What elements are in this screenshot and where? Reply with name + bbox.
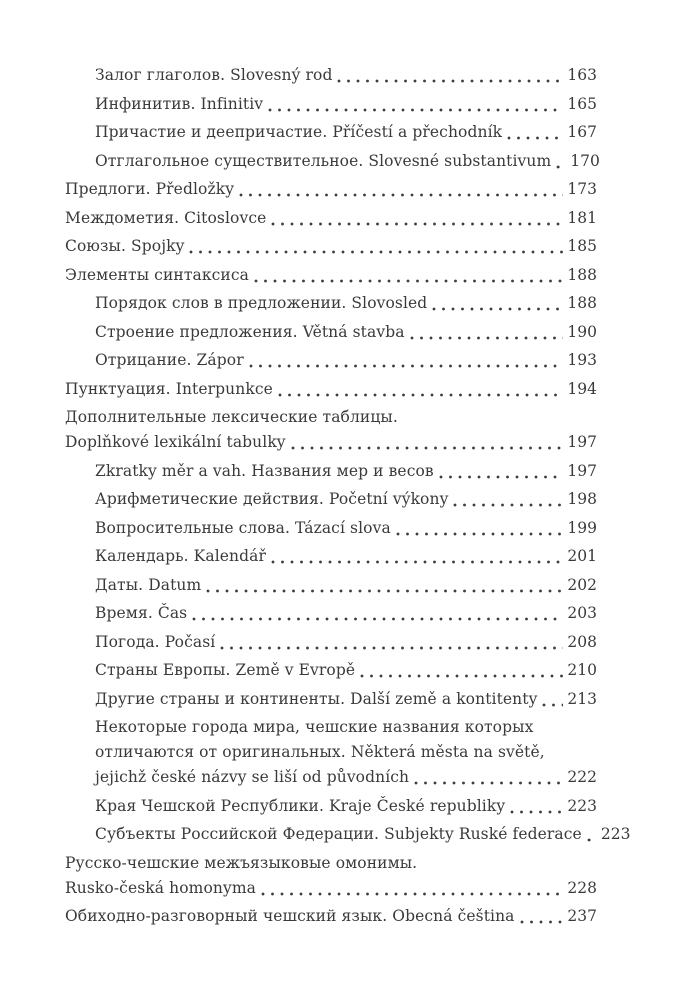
toc-entry-line — [95, 487, 597, 512]
page-number: 237 — [567, 907, 597, 925]
dot-leader — [453, 487, 563, 512]
toc-entry — [65, 377, 597, 402]
toc-entry-line — [65, 405, 597, 430]
toc-entry — [65, 206, 597, 231]
toc-entry — [65, 149, 600, 174]
page-number: 197 — [567, 433, 597, 451]
toc-entry-line — [65, 904, 597, 929]
toc-entry — [65, 459, 597, 484]
page-number: 203 — [567, 604, 597, 622]
toc-entry — [65, 658, 597, 683]
dot-leader — [278, 377, 564, 402]
page-number: 181 — [567, 208, 597, 227]
toc-entry — [65, 715, 597, 790]
dot-leader — [542, 687, 563, 712]
toc-entry-line — [95, 120, 597, 145]
toc-entry-text: Страны Европы. Země v Evropě — [95, 661, 356, 679]
dot-leader — [439, 459, 564, 484]
page-number: 173 — [567, 180, 597, 198]
page-number: 202 — [567, 575, 597, 594]
toc-entry-text: Субъекты Российской Федерации. Subjekty Ruské federace — [95, 825, 582, 843]
toc-entry-line — [95, 765, 597, 790]
page-number: 222 — [567, 768, 597, 786]
page-number: 193 — [567, 351, 597, 369]
page-number: 163 — [567, 66, 597, 84]
toc-entry-line — [95, 740, 597, 765]
toc-entry-text: Даты. Datum — [95, 575, 202, 594]
toc-entry — [65, 687, 597, 712]
toc-entry-line — [95, 348, 597, 373]
toc-entry-text: Время. Čas — [95, 604, 188, 622]
table-of-contents — [65, 63, 631, 929]
dot-leader — [337, 63, 563, 88]
toc-entry-text: Некоторые города мира, чешские названия которых — [95, 718, 534, 736]
toc-entry-text: Погода. Počasí — [95, 632, 216, 651]
page-number: 199 — [567, 518, 597, 537]
page-number: 223 — [567, 796, 597, 815]
dot-leader — [254, 263, 563, 288]
page-number: 197 — [567, 461, 597, 480]
dot-leader — [220, 630, 563, 655]
toc-entry — [65, 573, 597, 598]
toc-entry-line — [95, 544, 597, 569]
dot-leader — [261, 876, 563, 901]
dot-leader — [268, 92, 563, 117]
toc-entry-text: Rusko-česká homonyma — [65, 878, 256, 897]
toc-entry-text: Zkratky měr a vah. Названия мер и весов — [95, 461, 434, 480]
dot-leader — [510, 794, 563, 819]
toc-entry-line — [95, 149, 600, 174]
toc-entry-text: Края Чешской Республики. Kraje České republiky — [95, 796, 506, 815]
toc-entry-text: Дополнительные лексические таблицы. — [65, 408, 398, 426]
toc-entry-text: Причастие и деепричастие. Příčestí a přechodník — [95, 123, 503, 141]
toc-entry-line — [95, 822, 631, 847]
page-number: 201 — [567, 547, 597, 565]
dot-leader — [556, 149, 566, 174]
toc-entry-line — [65, 876, 597, 901]
toc-entry — [65, 348, 597, 373]
toc-entry-line — [95, 715, 597, 740]
toc-entry-line — [95, 516, 597, 541]
toc-entry — [65, 92, 597, 117]
toc-entry-text: Doplňkové lexikální tabulky — [65, 433, 286, 451]
toc-entry-line — [65, 177, 597, 202]
toc-entry-text: Арифметические действия. Početní výkony — [95, 490, 449, 508]
toc-entry — [65, 822, 631, 847]
page-number: 185 — [567, 237, 597, 255]
page-number: 188 — [567, 294, 597, 312]
toc-entry — [65, 904, 597, 929]
page-number: 223 — [600, 825, 631, 843]
toc-entry-line — [95, 794, 597, 819]
toc-entry-text: Порядок слов в предложении. Slovosled — [95, 294, 428, 312]
toc-entry — [65, 177, 597, 202]
toc-entry — [65, 291, 597, 316]
page-number: 210 — [567, 661, 597, 679]
toc-entry — [65, 516, 597, 541]
toc-entry-text: Вопросительные слова. Tázací slova — [95, 518, 391, 537]
toc-entry-text: Предлоги. Předložky — [65, 180, 235, 198]
toc-entry — [65, 320, 597, 345]
toc-entry-text: отличаются от оригинальных. Některá města na světě, — [95, 743, 545, 761]
toc-entry — [65, 794, 597, 819]
toc-entry-text: Инфинитив. Infinitiv — [95, 94, 264, 113]
toc-entry-line — [95, 687, 597, 712]
dot-leader — [396, 516, 564, 541]
toc-entry-text: Другие страны и континенты. Další země a kontitenty — [95, 689, 538, 708]
dot-leader — [507, 120, 563, 145]
toc-entry-line — [95, 630, 597, 655]
page-number: 228 — [567, 878, 597, 897]
dot-leader — [192, 601, 563, 626]
toc-entry — [65, 63, 597, 88]
toc-entry-line — [65, 377, 597, 402]
toc-entry-text: Русско-чешские межъязыковые омонимы. — [65, 853, 418, 872]
dot-leader — [360, 658, 563, 683]
toc-entry-text: Союзы. Spojky — [65, 237, 185, 255]
toc-entry — [65, 630, 597, 655]
dot-leader — [410, 320, 564, 345]
toc-entry-text: Междометия. Citoslovce — [65, 208, 267, 227]
toc-entry-line — [95, 320, 597, 345]
page-number: 194 — [567, 379, 597, 398]
toc-entry-line — [95, 63, 597, 88]
toc-entry — [65, 405, 597, 455]
page-number: 213 — [567, 689, 597, 708]
toc-entry — [65, 263, 597, 288]
toc-entry-line — [95, 658, 597, 683]
dot-leader — [239, 177, 563, 202]
toc-entry-line — [65, 430, 597, 455]
toc-entry-line — [65, 206, 597, 231]
toc-entry-line — [65, 263, 597, 288]
toc-entry-text: Строение предложения. Větná stavba — [95, 322, 405, 341]
toc-entry-line — [65, 234, 597, 259]
toc-entry-text: Элементы синтаксиса — [65, 265, 249, 284]
toc-entry — [65, 601, 597, 626]
toc-entry-text: Календарь. Kalendář — [95, 547, 266, 565]
dot-leader — [414, 765, 563, 790]
toc-entry-line — [95, 92, 597, 117]
toc-entry-text: Пунктуация. Interpunkce — [65, 379, 273, 398]
toc-entry — [65, 544, 597, 569]
toc-entry — [65, 120, 597, 145]
toc-entry-line — [95, 459, 597, 484]
page-number: 188 — [567, 265, 597, 284]
toc-entry-text: Залог глаголов. Slovesný rod — [95, 66, 333, 84]
toc-entry-text: Обиходно-разговорный чешский язык. Obecná čeština — [65, 907, 515, 925]
dot-leader — [206, 573, 563, 598]
toc-entry-line — [95, 573, 597, 598]
toc-entry-line — [95, 291, 597, 316]
dot-leader — [432, 291, 563, 316]
page-number: 165 — [567, 94, 597, 113]
toc-entry-line — [65, 851, 597, 876]
dot-leader — [587, 822, 597, 847]
toc-entry-text: Отглагольное существительное. Slovesné substantivum — [95, 151, 552, 170]
page-number: 198 — [567, 490, 597, 508]
dot-leader — [271, 544, 563, 569]
dot-leader — [271, 206, 563, 231]
toc-entry — [65, 234, 597, 259]
page-number: 208 — [567, 632, 597, 651]
page-number: 167 — [567, 123, 597, 141]
page-number: 170 — [570, 151, 600, 170]
toc-entry — [65, 487, 597, 512]
toc-entry-line — [95, 601, 597, 626]
dot-leader — [249, 348, 564, 373]
dot-leader — [520, 904, 564, 929]
toc-entry-text: Отрицание. Zápor — [95, 351, 244, 369]
toc-entry — [65, 851, 597, 901]
page-number: 190 — [567, 322, 597, 341]
dot-leader — [291, 430, 564, 455]
toc-entry-text: jejichž české názvy se liší od původních — [95, 768, 410, 786]
dot-leader — [189, 234, 563, 259]
